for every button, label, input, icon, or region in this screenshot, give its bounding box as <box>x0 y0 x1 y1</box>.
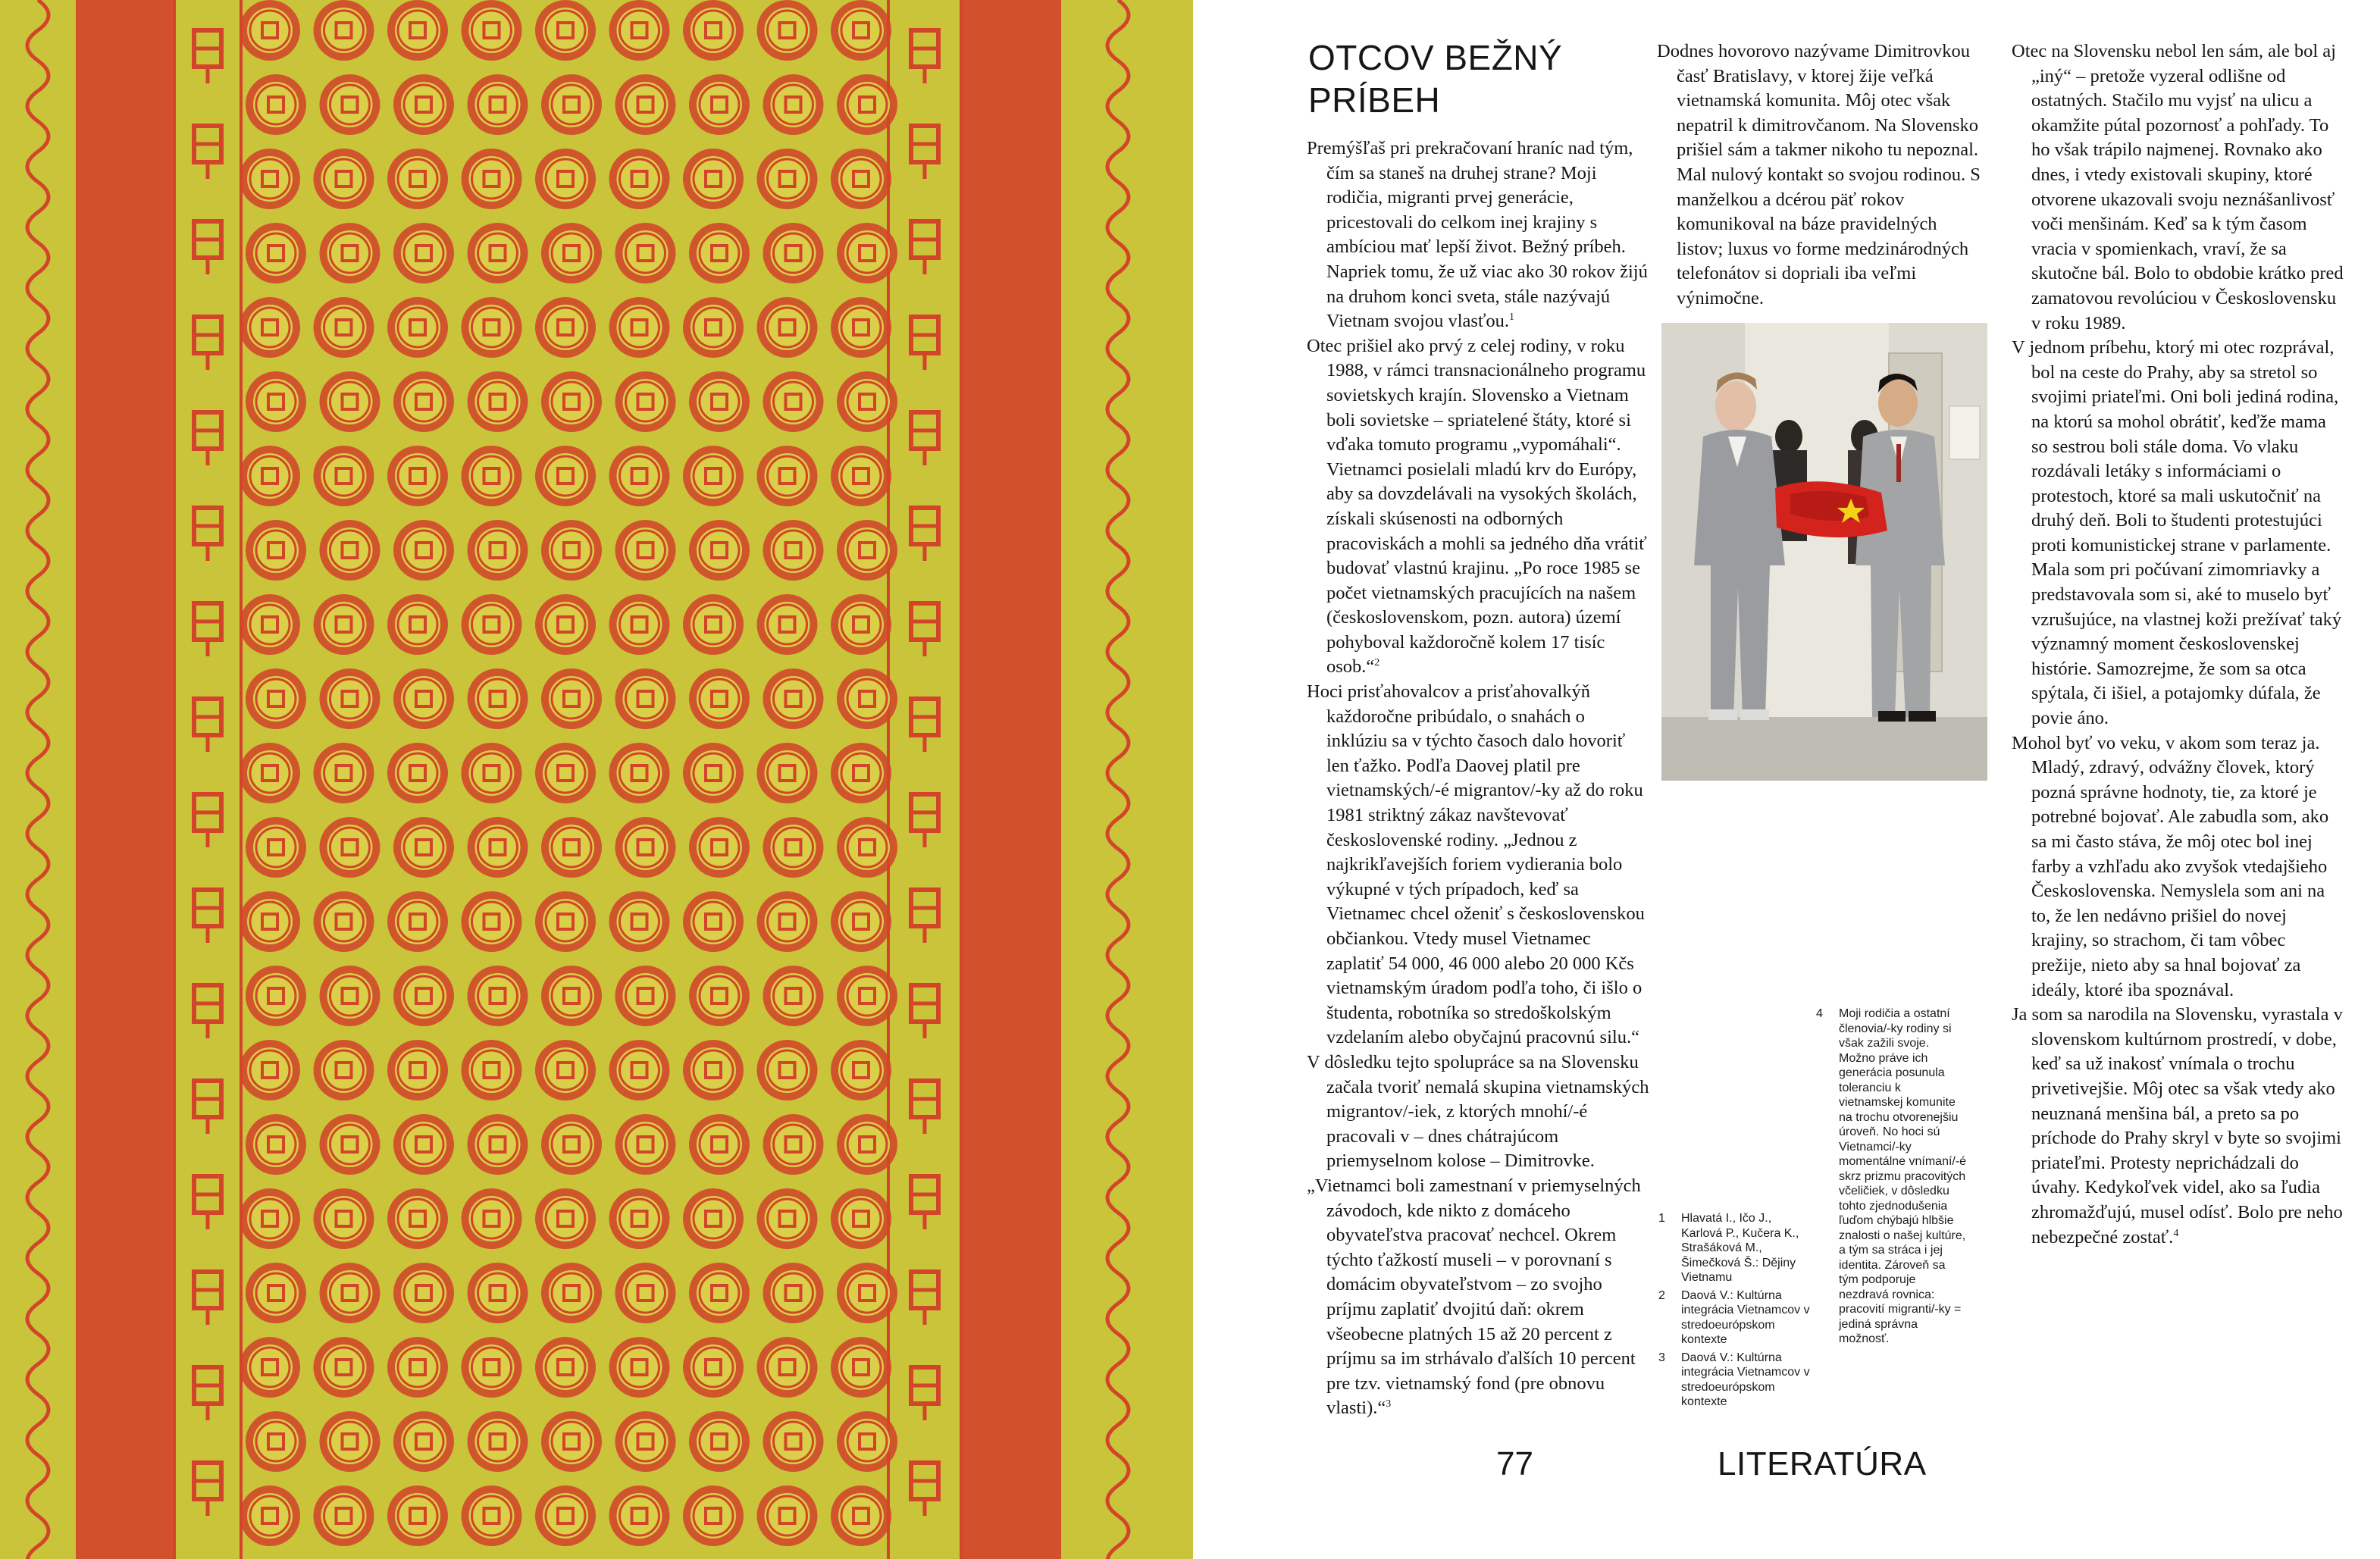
coin-inner <box>623 825 669 870</box>
coin-inner <box>765 1493 810 1539</box>
vine-ornament <box>27 0 49 1559</box>
coin-inner <box>253 230 299 276</box>
coin-inner <box>247 1493 293 1539</box>
footnote-text: Hlavatá I., Ičo J., Karlová P., Kučera K., Strašáková M., Šimečková Š.: Dějiny Vietnamu <box>1681 1212 1799 1284</box>
paragraph: Otec prišiel ako prvý z celej rodiny, v roku 1988, v rámci transnacionálneho programu sovietskych krajín. Slovensko a Vietnam boli sovietske – spriatelené štáty, ktoré si vďaka tomuto programu „vypomáhali“. Vietnamci posielali mladú krv do Európy, aby sa dovzdelávali na vysokých školách, získali skúsenosti na odborných pracoviskách a mohli sa jedného dňa vrátiť budovať vlastnú krajinu. „Po roce 1985 se počet vietnamských pracujících na našem (československom, pozn. autora) území pohyboval každoročně kolem 17 tisíc osob.“$^2$ <box>1307 335 1647 678</box>
paragraph: Ja som sa narodila na Slovensku, vyrastala v slovenskom kultúrnom prostredí, v dobe, keď sa už inakosť vnímala o trochu privetivejšie. Môj otec sa však vtedy ako neuznaná menšina bál, a preto sa po príchode do Prahy skryl v byte so svojimi priateľmi. Protesty neprichádzali do úvahy. Kedykoľvek videl, ako sa ľudia zhromažďujú, musel odísť. Bolo pre neho nebezpečné zostať.$^4$ <box>2012 1004 2343 1248</box>
coin-inner <box>691 1196 736 1241</box>
coin-inner <box>247 602 293 647</box>
coin-inner <box>623 379 669 424</box>
coin-inner <box>549 379 594 424</box>
coin-inner <box>623 1419 669 1464</box>
coin-inner <box>838 1196 884 1241</box>
coin-inner <box>617 305 662 350</box>
footnotes-1-3 <box>1658 1211 1810 1413</box>
coin-inner <box>543 1047 588 1093</box>
coin-inner <box>771 379 816 424</box>
coin-inner <box>771 973 816 1019</box>
coin-inner <box>549 676 594 722</box>
coin-inner <box>253 527 299 573</box>
coin-inner <box>543 8 588 53</box>
coin-inner <box>617 1047 662 1093</box>
coin-inner <box>395 1047 440 1093</box>
coin-inner <box>543 1493 588 1539</box>
coin-inner <box>549 230 594 276</box>
paragraph: V dôsledku tejto spolupráce sa na Slovensku začala tvoriť nemalá skupina vietnamských migrantov/-iek, z ktorých mnohí/-é pracovali v – dnes chátrajúcom priemyselnom kolose – Dimitrovke. <box>1307 1051 1649 1172</box>
footnote-ref: 4 <box>2173 1227 2179 1239</box>
coin-inner <box>617 1196 662 1241</box>
coin-inner <box>844 825 890 870</box>
coin-inner <box>395 453 440 499</box>
coin-inner <box>617 750 662 796</box>
coin-inner <box>247 8 293 53</box>
vine-ornament <box>1107 0 1129 1559</box>
coin-inner <box>395 1196 440 1241</box>
coin-inner <box>401 973 446 1019</box>
coin-inner <box>475 379 521 424</box>
coin-inner <box>617 8 662 53</box>
coin-inner <box>691 305 736 350</box>
coin-inner <box>253 82 299 127</box>
coin-inner <box>327 82 373 127</box>
coin-inner <box>623 1122 669 1167</box>
coin-inner <box>253 1419 299 1464</box>
coin-inner <box>395 899 440 944</box>
coin-inner <box>771 1419 816 1464</box>
coin-inner <box>623 676 669 722</box>
coin-inner <box>771 825 816 870</box>
coin-inner <box>844 379 890 424</box>
coin-inner <box>475 825 521 870</box>
coin-inner <box>401 1419 446 1464</box>
coin-inner <box>253 676 299 722</box>
footnote-text: Daová V.: Kultúrna integrácia Vietnamcov v stredoeurópskom kontexte <box>1681 1288 1810 1346</box>
coin-inner <box>844 973 890 1019</box>
coin-inner <box>395 1345 440 1390</box>
coin-inner <box>401 825 446 870</box>
coin-inner <box>469 8 515 53</box>
coin-inner <box>327 527 373 573</box>
coin-inner <box>623 82 669 127</box>
coin-inner <box>697 825 742 870</box>
footnote-text: Daová V.: Kultúrna integrácia Vietnamcov v stredoeurópskom kontexte <box>1681 1351 1810 1408</box>
coin-inner <box>475 230 521 276</box>
coin-inner <box>838 899 884 944</box>
coin-inner <box>543 1196 588 1241</box>
coin-inner <box>697 379 742 424</box>
coin-inner <box>247 899 293 944</box>
coin-inner <box>253 379 299 424</box>
coin-inner <box>765 899 810 944</box>
coin-inner <box>771 527 816 573</box>
footnote-number: 4 <box>1816 1007 1823 1020</box>
coin-inner <box>475 527 521 573</box>
coin-inner <box>321 602 367 647</box>
coin-inner <box>321 1047 367 1093</box>
coin-inner <box>475 973 521 1019</box>
photo-illustration <box>1661 323 1987 781</box>
coin-inner <box>691 750 736 796</box>
coin-inner <box>549 527 594 573</box>
red-band <box>76 0 173 1559</box>
coin-inner <box>469 1196 515 1241</box>
coin-inner <box>327 230 373 276</box>
coin-inner <box>765 602 810 647</box>
coin-inner <box>253 1122 299 1167</box>
border-line <box>173 0 176 1559</box>
coin-inner <box>623 230 669 276</box>
coin-inner <box>844 82 890 127</box>
page-number: 77 <box>1496 1445 1533 1482</box>
coin-inner <box>543 453 588 499</box>
coin-inner <box>469 1047 515 1093</box>
coin-inner <box>844 676 890 722</box>
coin-inner <box>838 8 884 53</box>
coin-inner <box>838 453 884 499</box>
coin-inner <box>765 750 810 796</box>
coin-inner <box>395 156 440 202</box>
coin-inner <box>543 305 588 350</box>
coin-inner <box>765 1047 810 1093</box>
coin-inner <box>395 1493 440 1539</box>
coin-inner <box>617 156 662 202</box>
paragraph: Dodnes hovorovo nazývame Dimitrovkou časť Bratislavy, v ktorej žije veľká vietnamská komunita. Môj otec však nepatril k dimitrovčanom. Na Slovensko prišiel sám a takmer nikoho tu nepoznal. Mal nulový kontakt so svojou rodinou. S manželkou a dcérou päť rokov komunikoval na báze pravidelných listov; luxus vo forme medzinárodných telefonátov si dopriali iba veľmi výnimočne. <box>1657 41 1981 308</box>
coin-inner <box>395 305 440 350</box>
coin-inner <box>327 1419 373 1464</box>
coin-inner <box>469 453 515 499</box>
coin-inner <box>765 1196 810 1241</box>
coin-inner <box>623 527 669 573</box>
coin-inner <box>247 305 293 350</box>
coin-inner <box>697 1270 742 1316</box>
footnote-text: Moji rodičia a ostatní členovia/-ky rodiny si však zažili svoje. Možno práve ich generácia posunula toleranciu k vietnamskej komunite na trochu otvorenejšiu úroveň. No hoci sú Vietnamci/-ky momentálne vnímaní/-é skrz prizmu pracovitých včeličiek, v dôsledku tohto zjednodušenia ľuďom chýbajú hlbšie znalosti o našej kultúre, a tým sa stráca i jej identita. Zároveň sa tým podporuje nezdravá rovnica: pracovití migranti/-ky = jediná správna možnosť. <box>1839 1007 1967 1345</box>
coin-inner <box>697 82 742 127</box>
coin-inner <box>765 8 810 53</box>
coin-inner <box>765 305 810 350</box>
coin-inner <box>247 1047 293 1093</box>
text-column-3 <box>2012 39 2345 1250</box>
coin-inner <box>469 602 515 647</box>
coin-inner <box>549 825 594 870</box>
coin-inner <box>549 82 594 127</box>
coin-inner <box>617 1493 662 1539</box>
coin-inner <box>321 156 367 202</box>
coin-inner <box>321 453 367 499</box>
coin-inner <box>475 676 521 722</box>
coin-inner <box>697 1122 742 1167</box>
coin-inner <box>543 602 588 647</box>
coin-inner <box>247 1345 293 1390</box>
paragraph: Otec na Slovensku nebol len sám, ale bol aj „iný“ – pretože vyzeral odlišne od ostatných. Stačilo mu vyjsť na ulicu a okamžite pútal pozornosť a pohľady. To ho však trápilo najmenej. Rovnako ako dnes, i vtedy existovali skupiny, ktoré otvorene ukazovali svoju neznášanlivosť voči menšinám. Keď sa k tým časom vracia v spomienkach, vraví, že sa skutočne bál. Bolo to obdobie krátko pred zamatovou revolúciou v Československu v roku 1989. <box>2012 41 2344 333</box>
coin-inner <box>697 676 742 722</box>
coin-inner <box>765 156 810 202</box>
coin-inner <box>475 82 521 127</box>
coin-inner <box>771 82 816 127</box>
footnote <box>1658 1211 1810 1285</box>
red-band <box>963 0 1061 1559</box>
coin-inner <box>691 156 736 202</box>
coin-inner <box>401 1122 446 1167</box>
coin-inner <box>543 156 588 202</box>
coin-inner <box>327 973 373 1019</box>
coin-inner <box>691 1345 736 1390</box>
footnote-number: 1 <box>1658 1212 1665 1225</box>
coin-inner <box>395 602 440 647</box>
paragraph: Hoci prisťahovalcov a prisťahovalkýň každoročne pribúdalo, o snahách o inklúziu sa v týchto časoch dalo hovoriť len ťažko. Podľa Daovej platil pre vietnamských/-é migrantov/-ky až do roku 1981 striktný zákaz navštevovať československé rodiny. „Jednou z najkrikľavejších foriem vydierania bolo výkupné v tých prípadoch, keď sa Vietnamec chcel oženiť s československou občiankou. Vtedy musel Vietnamec zaplatiť 54 000, 46 000 alebo 20 000 Kčs vietnamským úradom podľa toho, či išlo o študenta, robotníka so stredoškolským vzdelaním alebo obyčajnú pracovnú silu.“ <box>1307 681 1645 1048</box>
coin-inner <box>327 676 373 722</box>
coin-inner <box>771 230 816 276</box>
coin-inner <box>838 1493 884 1539</box>
coin-inner <box>469 1345 515 1390</box>
coin-inner <box>321 1345 367 1390</box>
coin-inner <box>549 1122 594 1167</box>
coin-inner <box>838 602 884 647</box>
footnote-ref: 1 <box>1509 311 1515 323</box>
coin-inner <box>549 1270 594 1316</box>
footnote-ref: 2 <box>1374 657 1380 669</box>
coin-inner <box>844 230 890 276</box>
coin-inner <box>321 8 367 53</box>
footnote <box>1658 1288 1810 1348</box>
coin-inner <box>401 230 446 276</box>
coin-inner <box>321 750 367 796</box>
coin-inner <box>838 1047 884 1093</box>
article-page <box>1193 0 2380 1559</box>
coin-inner <box>327 379 373 424</box>
coin-inner <box>691 1047 736 1093</box>
coin-inner <box>771 1122 816 1167</box>
coin-inner <box>401 379 446 424</box>
coin-inner <box>617 1345 662 1390</box>
coin-inner <box>844 527 890 573</box>
coin-inner <box>253 1270 299 1316</box>
coin-inner <box>327 1122 373 1167</box>
coin-inner <box>691 899 736 944</box>
coin-inner <box>247 453 293 499</box>
coin-inner <box>401 1270 446 1316</box>
text-column-1 <box>1307 136 1649 1421</box>
coin-inner <box>844 1122 890 1167</box>
paragraph: Mohol byť vo veku, v akom som teraz ja. Mladý, zdravý, odvážny človek, ktorý pozná správne hodnoty, tie, za ktoré je potrebné bojovať. Ale zabudla som, ako sa mi často stáva, že môj otec bol inej farby a vzhľadu ako zvyšok vtedajšieho Československa. Nemyslela som ani na to, že len nedávno prišiel do novej krajiny, so strachom, či tam vôbec prežije, nieto aby sa hnal bojovať za ideály, ktoré iba spoznával. <box>2012 732 2329 1000</box>
footnote-ref: 3 <box>1386 1398 1392 1410</box>
coin-inner <box>844 1270 890 1316</box>
coin-inner <box>844 1419 890 1464</box>
coin-inner <box>697 527 742 573</box>
coin-inner <box>327 1270 373 1316</box>
coin-inner <box>771 676 816 722</box>
coin-inner <box>247 1196 293 1241</box>
coin-inner <box>765 453 810 499</box>
coin-inner <box>543 1345 588 1390</box>
coin-inner <box>549 973 594 1019</box>
coin-inner <box>247 156 293 202</box>
coin-inner <box>771 1270 816 1316</box>
photo-flag-exchange <box>1661 323 1987 781</box>
coin-inner <box>691 8 736 53</box>
coin-inner <box>549 1419 594 1464</box>
coin-inner <box>401 527 446 573</box>
coin-inner <box>475 1122 521 1167</box>
coin-inner <box>838 305 884 350</box>
coin-inner <box>469 750 515 796</box>
paragraph: „Vietnamci boli zamestnaní v priemyselných závodoch, kde nikto z domáceho obyvateľstva pracovať nechcel. Okrem týchto ťažkostí museli – v porovnaní s domácim obyvateľstvom – zo svojho príjmu zaplatiť dvojitú daň: okrem všeobecne platných 15 až 20 percent z príjmu sa im strhávalo ďalších 10 percent pre tzv. vietnamský fond (pre obnovu vlasti).“$^3$ <box>1307 1175 1641 1419</box>
coin-inner <box>691 453 736 499</box>
coin-inner <box>617 453 662 499</box>
section-name: LITERATÚRA <box>1718 1445 1927 1482</box>
coin-inner <box>321 305 367 350</box>
coin-inner <box>697 1419 742 1464</box>
coin-inner <box>838 1345 884 1390</box>
coin-inner <box>253 973 299 1019</box>
coin-inner <box>321 1196 367 1241</box>
coin-inner <box>691 602 736 647</box>
coin-inner <box>321 1493 367 1539</box>
footnote <box>1658 1351 1810 1410</box>
coin-inner <box>401 676 446 722</box>
border-line <box>960 0 963 1559</box>
coin-inner <box>469 305 515 350</box>
article-title: OTCOV BEŽNÝ PRÍBEH <box>1308 38 1563 120</box>
text-column-2 <box>1657 39 1981 311</box>
coin-inner <box>543 750 588 796</box>
coin-inner <box>617 602 662 647</box>
coin-inner <box>253 825 299 870</box>
coin-inner <box>765 1345 810 1390</box>
footnote-number: 3 <box>1658 1351 1665 1364</box>
coin-inner <box>697 973 742 1019</box>
coin-inner <box>401 82 446 127</box>
footnote-number: 2 <box>1658 1288 1665 1302</box>
coin-inner <box>838 156 884 202</box>
paragraph: V jednom príbehu, ktorý mi otec rozprával, bol na ceste do Prahy, aby sa stretol so svojimi priateľmi. Oni boli jediná rodina, na ktorú sa mohol obrátiť, keďže mama so sestrou boli stále doma. Vo vlaku rozdávali letáky s informáciami o protestoch, ktoré sa mali uskutočniť na druhý deň. Boli to študenti protestujúci proti komunistickej strane v parlamente. Mala som pri počúvaní zimomriavky a predstavovala som si, aké to muselo byť vzrušujúce, na vlastnej koži prežívať taký významný moment československej histórie. Samozrejme, že som sa otca spýtala, či išiel, a potajomky dúfala, že povie áno. <box>2012 337 2342 729</box>
coin-inner <box>838 750 884 796</box>
footnote <box>1816 1006 1968 1347</box>
coin-inner <box>623 973 669 1019</box>
coin-inner <box>321 899 367 944</box>
coin-inner <box>543 899 588 944</box>
coin-inner <box>469 899 515 944</box>
coin-inner <box>469 156 515 202</box>
coin-inner <box>617 899 662 944</box>
coin-inner <box>697 230 742 276</box>
coin-inner <box>475 1419 521 1464</box>
coin-inner <box>623 1270 669 1316</box>
coin-inner <box>475 1270 521 1316</box>
coin-inner <box>469 1493 515 1539</box>
coin-inner <box>395 750 440 796</box>
coin-inner <box>691 1493 736 1539</box>
coin-inner <box>395 8 440 53</box>
coin-inner <box>327 825 373 870</box>
coin-inner <box>247 750 293 796</box>
footnote-4 <box>1816 1006 1968 1350</box>
paragraph: Premýšľaš pri prekračovaní hraníc nad tým, čím sa staneš na druhej strane? Moji rodičia, migranti prvej generácie, pricestovali do celkom inej krajiny s ambíciou mať lepší život. Bežný príbeh. Napriek tomu, že už viac ako 30 rokov žijú na druhom konci sveta, stále nazývajú Vietnam svojou vlasťou.$^1$ <box>1307 138 1648 332</box>
